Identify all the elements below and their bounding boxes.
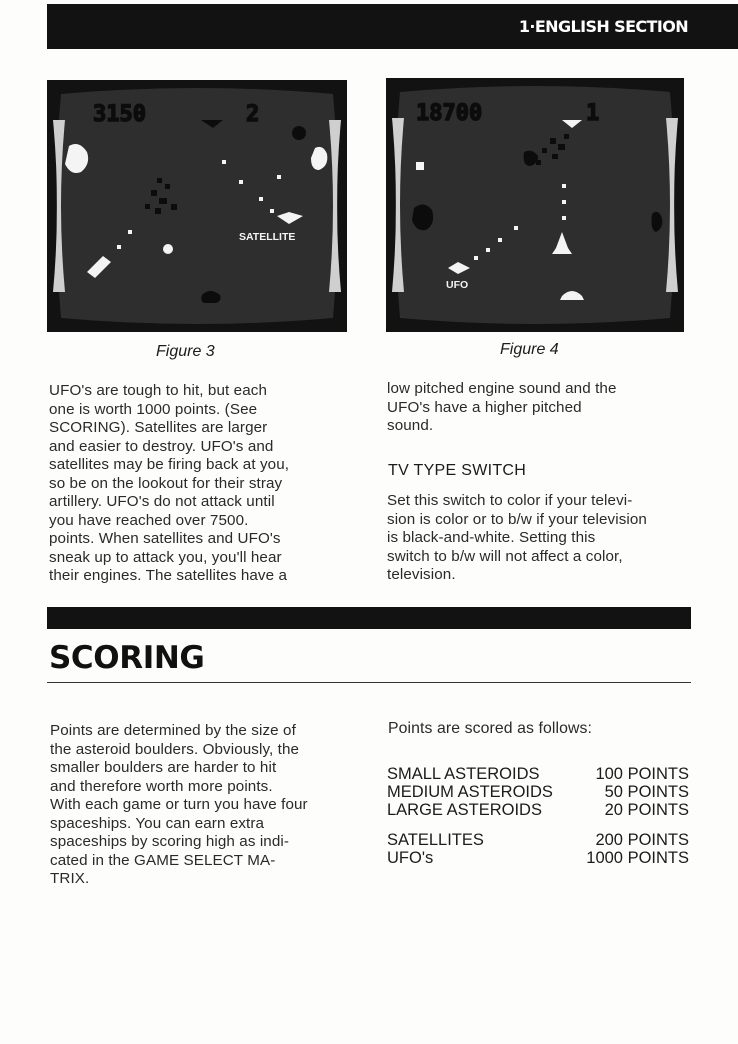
text-line: and therefore worth more points. [50,777,273,795]
engine-sound-paragraph [387,380,617,436]
text-line: their engines. The satellites have a [49,567,288,584]
text-line: and easier to destroy. UFO's and [49,437,274,455]
text-line: UFO's are tough to hit, but each [49,382,267,399]
scoring-intro: Points are scored as follows: [388,720,592,737]
score-readout: 18700 [416,101,483,126]
figure-4-screenshot [386,78,684,332]
text-line: low pitched engine sound and the [387,380,617,397]
points-row [387,783,689,801]
points-value: 100 POINTS [595,765,689,783]
figure-3-screenshot [47,80,347,332]
text-line: sion is color or to b/w if your television [387,510,647,528]
points-value: 20 POINTS [604,801,689,819]
text-line: satellites may be firing back at you, [49,456,290,473]
figure-3-caption: Figure 3 [156,343,215,360]
text-line: the asteroid boulders. Obviously, the [50,740,300,758]
section-divider-bar [47,607,691,629]
scoring-title: SCORING [49,640,205,676]
tv-type-switch-paragraph [387,492,647,585]
points-row [387,765,689,783]
tv-type-switch-heading: TV TYPE SWITCH [388,462,527,479]
satellite-label: SATELLITE [239,231,296,243]
title-underline [47,682,691,683]
text-line: spaceships by scoring high as indi- [50,833,290,850]
text-line: you have reached over 7500. [49,511,249,529]
section-label: 1·ENGLISH SECTION [518,17,688,36]
scoring-description-paragraph [50,722,308,889]
text-line: cated in the GAME SELECT MA- [50,851,276,869]
text-line: smaller boulders are harder to hit [50,759,277,776]
text-line: is black-and-white. Setting this [387,529,596,546]
points-label: UFO's [387,849,434,867]
text-line: points. When satellites and UFO's [49,530,281,547]
game-screen-3 [47,80,347,332]
text-line: spaceships. You can earn extra [50,814,265,832]
text-line: Set this switch to color if your televi- [387,492,633,509]
points-label: MEDIUM ASTEROIDS [387,783,553,801]
text-line: sneak up to attack you, you'll hear [49,548,282,566]
score-readout: 3150 [93,102,146,127]
points-label: SATELLITES [387,831,484,849]
points-row [387,849,689,867]
text-line: UFO's have a higher pitched [387,398,582,416]
text-line: television. [387,566,456,583]
points-row [387,831,689,849]
text-line: artillery. UFO's do not attack until [49,493,275,510]
text-line: TRIX. [50,870,90,887]
section-header-bar [47,4,738,49]
text-line: Points are determined by the size of [50,722,296,739]
points-label: LARGE ASTEROIDS [387,801,542,819]
points-table-asteroids [387,765,689,819]
points-value: 200 POINTS [595,831,689,849]
text-line: sound. [387,417,434,434]
points-row [387,801,689,819]
points-label: SMALL ASTEROIDS [387,765,540,783]
lives-readout: 1 [586,101,600,126]
game-screen-4 [386,78,684,332]
text-line: one is worth 1000 points. (See [49,400,258,418]
ufo-description-paragraph [49,382,289,586]
text-line: With each game or turn you have four [50,796,308,813]
text-line: so be on the lookout for their stray [49,474,283,492]
points-value: 1000 POINTS [586,849,689,867]
figure-4-caption: Figure 4 [500,341,559,358]
ufo-label: UFO [446,279,469,291]
lives-readout: 2 [246,102,260,127]
text-line: switch to b/w will not affect a color, [387,547,623,565]
points-value: 50 POINTS [604,783,689,801]
points-table-enemies [387,831,689,867]
text-line: SCORING). Satellites are larger [49,419,268,436]
